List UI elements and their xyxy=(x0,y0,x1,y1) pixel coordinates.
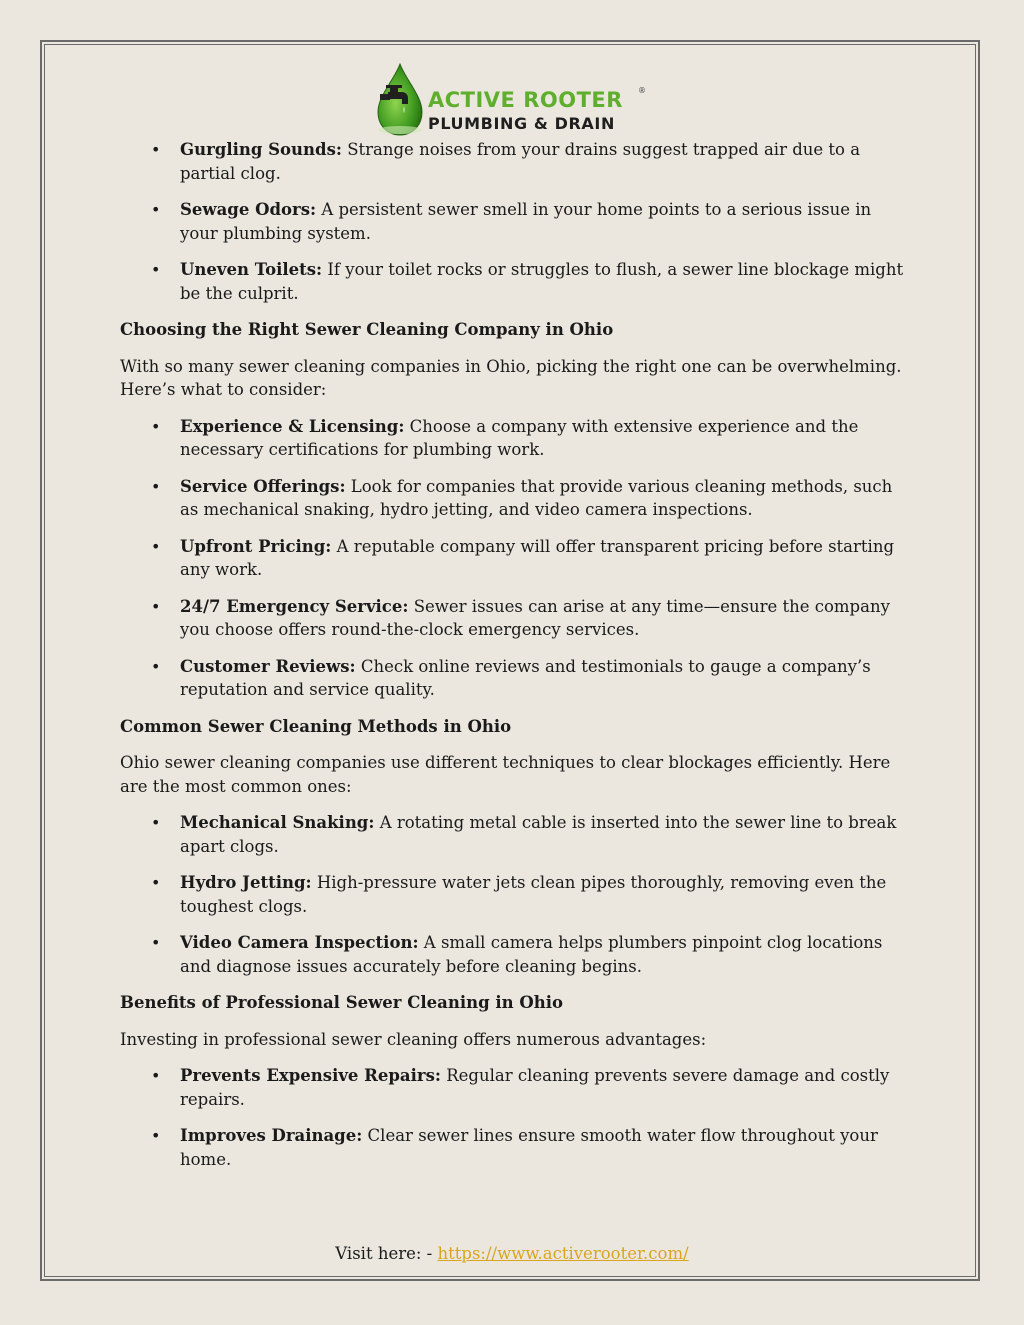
logo-name-line1: ACTIVE ROOTER xyxy=(428,88,623,112)
section-paragraph-methods: Ohio sewer cleaning companies use different techniques to clear blockages efficiently. Here are the most common ones: xyxy=(120,753,891,796)
list-item-text: A rotating metal cable is inserted into the sewer line to break apart clogs. xyxy=(180,813,897,856)
list-item-text: A reputable company will offer transparent pricing before starting any work. xyxy=(180,536,895,579)
list-item-term: Mechanical Snaking: xyxy=(180,813,375,832)
list-item-text: A small camera helps plumbers pinpoint clog locations and diagnose issues accurately before cleaning begins. xyxy=(180,933,883,976)
logo-name-line2: PLUMBING & DRAIN xyxy=(428,114,615,133)
registered-mark: ® xyxy=(638,86,646,95)
list-item xyxy=(180,198,910,245)
list-item-text: If your toilet rocks or struggles to flush, a sewer line blockage might be the culprit. xyxy=(180,260,904,303)
list-item xyxy=(180,138,910,185)
section-heading-benefits: Benefits of Professional Sewer Cleaning in Ohio xyxy=(120,993,564,1012)
footer-visit xyxy=(0,1242,1024,1265)
list-item-term: Prevents Expensive Repairs: xyxy=(180,1066,441,1085)
footer-prefix: Visit here: - xyxy=(335,1244,438,1263)
section-paragraph-benefits: Investing in professional sewer cleaning offers numerous advantages: xyxy=(120,1029,707,1049)
company-logo xyxy=(374,60,650,138)
list-item xyxy=(180,535,910,582)
list-item xyxy=(180,655,910,702)
list-item xyxy=(180,931,910,978)
choosing-bullet-list xyxy=(120,415,910,702)
benefits-bullet-list xyxy=(120,1064,910,1171)
list-item-term: Hydro Jetting: xyxy=(180,873,312,892)
list-item xyxy=(180,811,910,858)
list-item-term: 24/7 Emergency Service: xyxy=(180,596,409,616)
water-drop-faucet-icon xyxy=(374,60,430,138)
list-item-text: Look for companies that provide various cleaning methods, such as mechanical snaking, hydro jetting, and video camera inspections. xyxy=(180,476,893,519)
list-item xyxy=(180,475,910,522)
list-item-term: Upfront Pricing: xyxy=(180,536,332,556)
intro-bullet-list xyxy=(120,138,910,305)
list-item-term: Sewage Odors: xyxy=(180,200,317,219)
section-heading-choosing: Choosing the Right Sewer Cleaning Company in Ohio xyxy=(120,320,614,339)
list-item-term: Customer Reviews: xyxy=(180,656,356,676)
list-item-text: A persistent sewer smell in your home points to a serious issue in your plumbing system. xyxy=(180,200,872,243)
section-paragraph-choosing: With so many sewer cleaning companies in Ohio, picking the right one can be overwhelming. Here’s what to consider: xyxy=(120,356,902,399)
section-heading-methods: Common Sewer Cleaning Methods in Ohio xyxy=(120,716,512,736)
list-item-term: Gurgling Sounds: xyxy=(180,140,342,159)
list-item-term: Experience & Licensing: xyxy=(180,416,405,436)
list-item xyxy=(180,415,910,462)
list-item xyxy=(180,1064,910,1111)
list-item-term: Improves Drainage: xyxy=(180,1126,363,1145)
list-item-text: Regular cleaning prevents severe damage and costly repairs. xyxy=(180,1066,890,1109)
list-item-text: Clear sewer lines ensure smooth water flow throughout your home. xyxy=(180,1126,878,1169)
document-body xyxy=(120,138,910,1184)
list-item-text: Choose a company with extensive experience and the necessary certifications for plumbing work. xyxy=(180,416,859,459)
list-item xyxy=(180,871,910,918)
list-item-text: High-pressure water jets clean pipes thoroughly, removing even the toughest clogs. xyxy=(180,873,887,916)
list-item-term: Uneven Toilets: xyxy=(180,260,323,279)
list-item xyxy=(180,1124,910,1171)
list-item-text: Strange noises from your drains suggest trapped air due to a partial clog. xyxy=(180,140,861,183)
list-item-term: Service Offerings: xyxy=(180,476,346,496)
list-item-text: Check online reviews and testimonials to gauge a company’s reputation and service quality. xyxy=(180,656,871,699)
list-item xyxy=(180,258,910,305)
list-item-term: Video Camera Inspection: xyxy=(180,933,419,952)
methods-bullet-list xyxy=(120,811,910,978)
website-link[interactable]: https://www.activerooter.com/ xyxy=(437,1244,689,1263)
list-item-text: Sewer issues can arise at any time—ensure the company you choose offers round-the-clock emergency services. xyxy=(180,596,890,639)
list-item xyxy=(180,595,910,642)
